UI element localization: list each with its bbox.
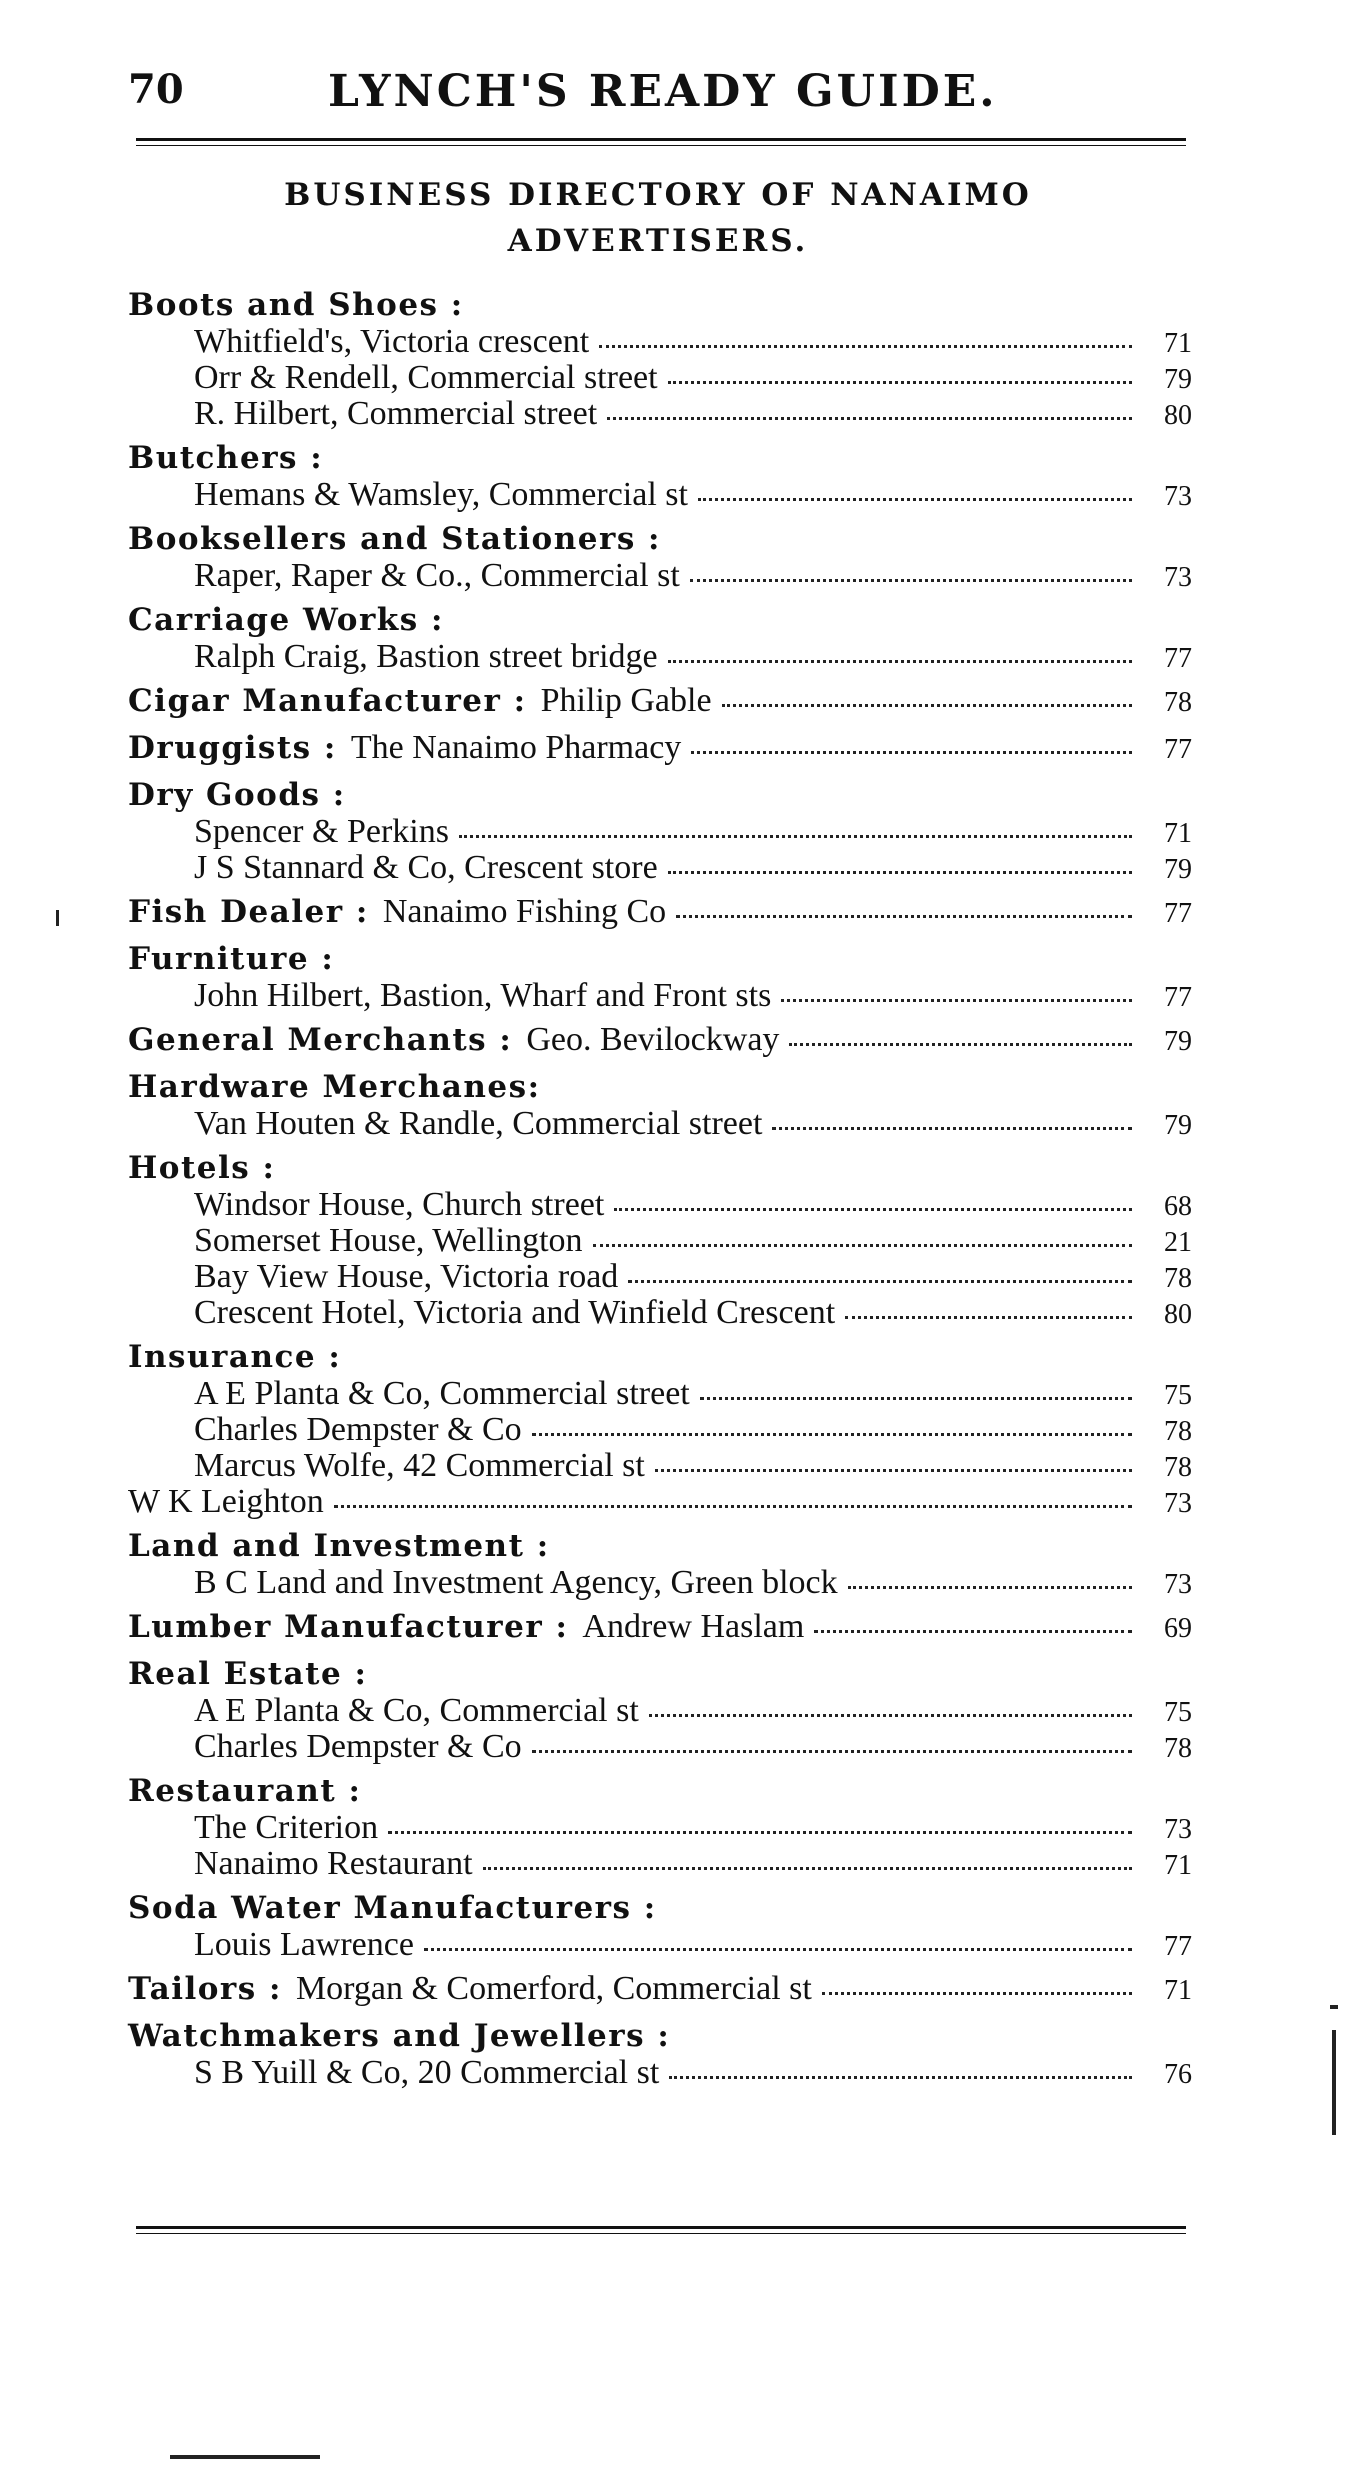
listing-page-ref: 73 — [1164, 1569, 1192, 1600]
leader-dots — [698, 478, 1132, 501]
listing-page-ref: 69 — [1164, 1613, 1192, 1644]
category-heading — [128, 1020, 1192, 1062]
listing-entry — [128, 640, 1192, 676]
listing-entry — [128, 1566, 1192, 1602]
footer-scrap-mark — [170, 2455, 320, 2459]
listing-text: Andrew Haslam — [582, 1608, 805, 1645]
directory-listing — [128, 280, 1192, 2092]
listing-entry — [128, 1224, 1192, 1260]
listing-text: Raper, Raper & Co., Commercial st — [194, 557, 680, 594]
listing-text: Crescent Hotel, Victoria and Winfield Crescent — [194, 1294, 836, 1331]
listing-text: Ralph Craig, Bastion street bridge — [194, 638, 658, 675]
leader-dots — [822, 1972, 1132, 1995]
directory-title-line: ADVERTISERS. — [507, 223, 809, 259]
listing-page-ref: 80 — [1164, 1299, 1192, 1330]
leader-dots — [483, 1847, 1132, 1870]
listing-page-ref: 68 — [1164, 1191, 1192, 1222]
listing-page-ref: 71 — [1164, 328, 1192, 359]
category-name: Carriage Works : — [128, 602, 444, 638]
listing-page-ref: 77 — [1164, 734, 1192, 765]
listing-text: A E Planta & Co, Commercial street — [194, 1375, 690, 1412]
listing-text: W K Leighton — [128, 1483, 324, 1520]
listing-page-ref: 71 — [1164, 1850, 1192, 1881]
listing-text: Nanaimo Restaurant — [194, 1845, 473, 1882]
listing-page-ref: 71 — [1164, 818, 1192, 849]
footer-rule — [136, 2226, 1186, 2234]
category-heading — [128, 1526, 1192, 1566]
listing-entry — [128, 1928, 1192, 1964]
listing-text: Hemans & Wamsley, Commercial st — [194, 476, 688, 513]
listing-text: Windsor House, Church street — [194, 1186, 605, 1223]
listing-text: Philip Gable — [540, 682, 712, 719]
listing-page-ref: 77 — [1164, 898, 1192, 929]
leader-dots — [772, 1107, 1132, 1130]
inline-listing — [512, 1020, 1192, 1062]
leader-dots — [676, 895, 1132, 918]
listing-entry — [128, 361, 1192, 397]
listing-text: Van Houten & Randle, Commercial street — [194, 1105, 763, 1142]
category-name: Restaurant : — [128, 1773, 362, 1809]
header-rule — [136, 138, 1186, 146]
listing-page-ref: 21 — [1164, 1227, 1192, 1258]
margin-speck-mark — [1330, 2005, 1338, 2009]
book-title: LYNCH'S READY GUIDE. — [328, 66, 998, 117]
listing-entry — [128, 815, 1192, 851]
listing-page-ref: 78 — [1164, 1263, 1192, 1294]
listing-text: Marcus Wolfe, 42 Commercial st — [194, 1447, 645, 1484]
listing-entry — [128, 1694, 1192, 1730]
category-name: Tailors : — [128, 1971, 282, 2007]
category-heading — [128, 1654, 1192, 1694]
leader-dots — [668, 640, 1132, 663]
category-heading — [128, 939, 1192, 979]
category-name: Hotels : — [128, 1150, 276, 1186]
category-name: Fish Dealer : — [128, 894, 369, 930]
leader-dots — [845, 1296, 1132, 1319]
listing-entry — [128, 1107, 1192, 1143]
category-heading — [128, 775, 1192, 815]
listing-text: Charles Dempster & Co — [194, 1728, 522, 1765]
directory-title-line: BUSINESS DIRECTORY OF NANAIMO — [284, 177, 1032, 213]
category-heading — [128, 285, 1192, 325]
leader-dots — [388, 1811, 1132, 1834]
category-heading — [128, 1067, 1192, 1107]
listing-page-ref: 75 — [1164, 1697, 1192, 1728]
listing-page-ref: 79 — [1164, 1110, 1192, 1141]
category-name: Cigar Manufacturer : — [128, 683, 527, 719]
listing-page-ref: 78 — [1164, 1416, 1192, 1447]
category-name: Lumber Manufacturer : — [128, 1609, 569, 1645]
listing-text: Whitfield's, Victoria crescent — [194, 323, 590, 360]
category-heading — [128, 892, 1192, 934]
category-heading — [128, 728, 1192, 770]
listing-entry — [128, 1260, 1192, 1296]
listing-page-ref: 77 — [1164, 643, 1192, 674]
listing-page-ref: 76 — [1164, 2059, 1192, 2090]
listing-entry — [128, 851, 1192, 887]
listing-page-ref: 75 — [1164, 1380, 1192, 1411]
listing-entry — [128, 2056, 1192, 2092]
category-heading — [128, 681, 1192, 723]
listing-entry — [128, 1377, 1192, 1413]
listing-text: A E Planta & Co, Commercial st — [194, 1692, 639, 1729]
leader-dots — [459, 815, 1132, 838]
leader-dots — [334, 1485, 1132, 1508]
listing-entry — [128, 397, 1192, 433]
category-heading — [128, 519, 1192, 559]
category-name: Druggists : — [128, 730, 337, 766]
listing-entry — [128, 1485, 1192, 1521]
listing-entry — [128, 1847, 1192, 1883]
listing-page-ref: 78 — [1164, 687, 1192, 718]
inline-listing — [337, 728, 1192, 770]
listing-page-ref: 77 — [1164, 982, 1192, 1013]
listing-text: Nanaimo Fishing Co — [382, 893, 667, 930]
listing-page-ref: 78 — [1164, 1733, 1192, 1764]
category-heading — [128, 600, 1192, 640]
listing-text: Spencer & Perkins — [194, 813, 449, 850]
leader-dots — [700, 1377, 1132, 1400]
leader-dots — [532, 1730, 1132, 1753]
listing-page-ref: 80 — [1164, 400, 1192, 431]
directory-title — [128, 172, 1188, 264]
leader-dots — [781, 979, 1132, 1002]
listing-entry — [128, 1296, 1192, 1332]
leader-dots — [848, 1566, 1132, 1589]
margin-speck-mark — [56, 910, 59, 926]
leader-dots — [628, 1260, 1132, 1283]
category-heading — [128, 1888, 1192, 1928]
leader-dots — [599, 325, 1132, 348]
category-heading — [128, 1771, 1192, 1811]
margin-bar-mark — [1332, 2030, 1336, 2135]
category-heading — [128, 438, 1192, 478]
leader-dots — [668, 851, 1132, 874]
leader-dots — [814, 1610, 1132, 1633]
listing-text: S B Yuill & Co, 20 Commercial st — [194, 2054, 660, 2091]
category-name: Soda Water Manufacturers : — [128, 1890, 657, 1926]
listing-page-ref: 79 — [1164, 1026, 1192, 1057]
category-heading — [128, 1337, 1192, 1377]
leader-dots — [593, 1224, 1132, 1247]
listing-entry — [128, 478, 1192, 514]
leader-dots — [669, 2056, 1132, 2079]
category-name: General Merchants : — [128, 1022, 513, 1058]
leader-dots — [424, 1928, 1132, 1951]
listing-page-ref: 73 — [1164, 1814, 1192, 1845]
listing-text: J S Stannard & Co, Crescent store — [194, 849, 658, 886]
category-name: Insurance : — [128, 1339, 342, 1375]
category-name: Real Estate : — [128, 1656, 368, 1692]
listing-entry — [128, 979, 1192, 1015]
listing-text: Geo. Bevilockway — [526, 1021, 780, 1058]
listing-entry — [128, 1413, 1192, 1449]
category-name: Furniture : — [128, 941, 335, 977]
category-heading — [128, 2016, 1192, 2056]
leader-dots — [668, 361, 1132, 384]
listing-page-ref: 78 — [1164, 1452, 1192, 1483]
category-name: Booksellers and Stationers : — [128, 521, 662, 557]
listing-text: John Hilbert, Bastion, Wharf and Front sts — [194, 977, 772, 1014]
listing-text: Somerset House, Wellington — [194, 1222, 583, 1259]
leader-dots — [722, 684, 1132, 707]
leader-dots — [532, 1413, 1132, 1436]
book-page — [128, 0, 1218, 2478]
category-name: Dry Goods : — [128, 777, 346, 813]
page-number: 70 — [128, 66, 184, 113]
listing-entry — [128, 1188, 1192, 1224]
listing-text: Louis Lawrence — [194, 1926, 414, 1963]
category-name: Butchers : — [128, 440, 324, 476]
listing-text: B C Land and Investment Agency, Green block — [194, 1564, 838, 1601]
category-heading — [128, 1969, 1192, 2011]
listing-entry — [128, 1730, 1192, 1766]
listing-page-ref: 73 — [1164, 1488, 1192, 1519]
leader-dots — [607, 397, 1132, 420]
inline-listing — [282, 1969, 1192, 2011]
listing-page-ref: 71 — [1164, 1975, 1192, 2006]
leader-dots — [649, 1694, 1132, 1717]
listing-page-ref: 79 — [1164, 364, 1192, 395]
category-name: Watchmakers and Jewellers : — [128, 2018, 671, 2054]
listing-text: Orr & Rendell, Commercial street — [194, 359, 658, 396]
listing-entry — [128, 325, 1192, 361]
category-heading — [128, 1607, 1192, 1649]
running-head — [128, 58, 1180, 128]
listing-page-ref: 79 — [1164, 854, 1192, 885]
listing-page-ref: 73 — [1164, 481, 1192, 512]
listing-page-ref: 73 — [1164, 562, 1192, 593]
listing-entry — [128, 1449, 1192, 1485]
leader-dots — [789, 1023, 1132, 1046]
listing-text: The Criterion — [194, 1809, 379, 1846]
listing-text: The Nanaimo Pharmacy — [350, 729, 682, 766]
listing-text: Charles Dempster & Co — [194, 1411, 522, 1448]
inline-listing — [568, 1607, 1192, 1649]
listing-text: Bay View House, Victoria road — [194, 1258, 619, 1295]
listing-text: Morgan & Comerford, Commercial st — [295, 1970, 812, 2007]
inline-listing — [527, 681, 1192, 723]
category-name: Land and Investment : — [128, 1528, 550, 1564]
listing-text: R. Hilbert, Commercial street — [194, 395, 598, 432]
listing-entry — [128, 1811, 1192, 1847]
inline-listing — [369, 892, 1192, 934]
leader-dots — [691, 731, 1132, 754]
listing-entry — [128, 559, 1192, 595]
category-heading — [128, 1148, 1192, 1188]
listing-page-ref: 77 — [1164, 1931, 1192, 1962]
leader-dots — [614, 1188, 1132, 1211]
leader-dots — [690, 559, 1132, 582]
category-name: Boots and Shoes : — [128, 287, 464, 323]
leader-dots — [655, 1449, 1132, 1472]
category-name: Hardware Merchanes: — [128, 1069, 541, 1105]
